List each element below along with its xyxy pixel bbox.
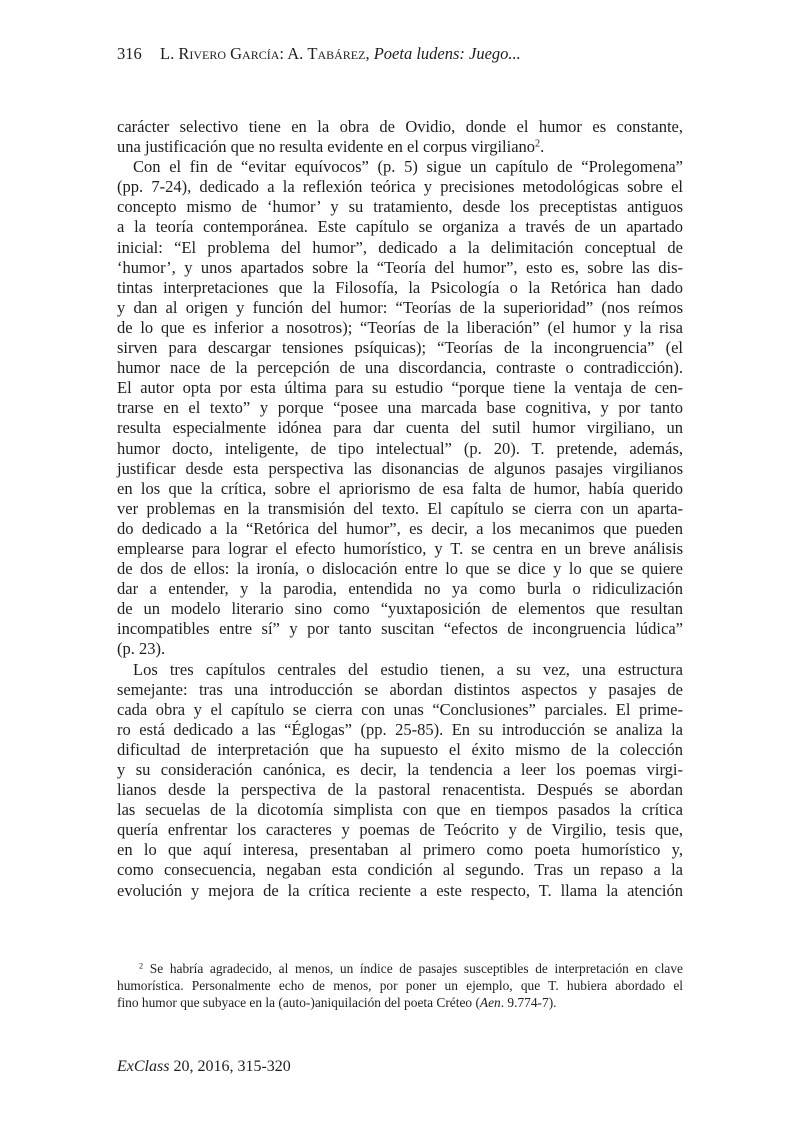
- footnote-number: 2: [139, 961, 144, 971]
- text-line: lianos desde la perspectiva de la pastoral renacentista. Después se abordan: [117, 780, 683, 800]
- text-line: humor docto, inteligente, de tipo intelectual” (p. 20). T. pretende, además,: [117, 438, 683, 458]
- paragraph: [117, 117, 683, 157]
- text-line: Con el fin de “evitar equívocos” (p. 5) sigue un capítulo de “Prolegomena”: [133, 157, 683, 177]
- footnote: [117, 960, 683, 1011]
- text-run: . 9.774-7).: [500, 995, 557, 1010]
- text-line: (p. 23).: [117, 639, 166, 659]
- text-line: humor nace de la percepción de una discordancia, contraste o contradicción).: [117, 358, 683, 378]
- paragraph: [117, 660, 683, 901]
- text-line: y su consideración canónica, es decir, la tendencia a leer los poemas virgi-: [117, 760, 683, 779]
- text-line: evolución y mejora de la crítica reciente a este respecto, T. llama la atención: [117, 880, 683, 900]
- text-run: .: [540, 137, 545, 157]
- text-line: y dan al origen y función del humor: “Teorías de la superioridad” (nos reímos: [117, 297, 683, 317]
- text-line: inicial: “El problema del humor”, dedicado a la delimitación conceptual de: [117, 237, 683, 257]
- text-line: de un modelo literario sino como “yuxtaposición de elementos que resultan: [117, 599, 683, 619]
- reviewed-author: Tabárez: [307, 44, 366, 63]
- footnote-ref: 2: [535, 138, 541, 150]
- text-line: do dedicado a la “Retórica del humor”, es decir, a los mecanimos que pueden: [117, 518, 683, 538]
- text-line: emplearse para lograr el efecto humorístico, y T. se centra en un breve análisis: [117, 538, 683, 558]
- text-run: fino humor que subyace en la (auto-)aniquilación del poeta Créteo (: [117, 995, 480, 1010]
- text-line: ver problemas en la transmisión del texto. El capítulo se cierra con un aparta-: [117, 498, 683, 518]
- text-line: carácter selectivo tiene en la obra de Ovidio, donde el humor es constante,: [117, 117, 683, 136]
- text-line: de lo que es inferior a nosotros); “Teorías de la liberación” (el humor y la risa: [117, 317, 683, 337]
- text-line: a la teoría contemporánea. Este capítulo se organiza a través de un apartado: [117, 217, 683, 237]
- text-line: concepto mismo de ‘humor’ y su tratamiento, desde los preceptistas antiguos: [117, 197, 683, 217]
- text-line: dificultad de interpretación que ha supuesto el éxito mismo de la colección: [117, 739, 683, 759]
- text-line: justificar desde esta perspectiva las disonancias de algunos pasajes virgilianos: [117, 458, 683, 478]
- text-line: sirven para descargar tensiones psíquicas); “Teorías de la incongruencia” (el: [117, 338, 683, 358]
- text-line: las secuelas de la dicotomía simplista con que en tiempos pasados la crítica: [117, 800, 683, 820]
- journal-name: ExClass: [117, 1058, 170, 1075]
- text-line: en los que la crítica, sobre el apriorismo de esa falta de humor, había querido: [117, 478, 683, 498]
- text-line: El autor opta por esta última para su estudio “porque tiene la ventaja de cen-: [117, 378, 683, 398]
- text-run: una justificación que no resulta evidente en el corpus virgiliano: [117, 137, 536, 157]
- text-run: Se habría agradecido, al menos, un índice de pasajes susceptibles de interpretación en clave: [143, 961, 683, 976]
- author-initial: L.: [160, 44, 179, 63]
- text-line: humorística. Personalmente echo de menos, por poner un ejemplo, que T. hubiera abordado el: [117, 978, 683, 993]
- text-line: cada obra y el capítulo se cierra con unas “Conclusiones” parciales. El prime-: [117, 699, 683, 719]
- text-line: incompatibles entre sí” y por tanto suscitan “efectos de incongruencia lúdica”: [117, 619, 683, 639]
- separator: : A.: [279, 44, 308, 63]
- italic-run: Aen: [479, 995, 501, 1010]
- text-line: resulta especialmente idónea para dar cuenta del sutil humor virgiliano, un: [117, 418, 683, 438]
- page-number: 316: [117, 44, 142, 63]
- text-line: (pp. 7-24), dedicado a la reflexión teórica y precisiones metodológicas sobre el: [117, 177, 683, 197]
- text-line: [117, 137, 683, 157]
- journal-details: 20, 2016, 315-320: [169, 1058, 291, 1075]
- text-line: de dos de ellos: la ironía, o dislocación entre lo que se dice y lo que se quiere: [117, 559, 683, 579]
- text-line: como consecuencia, negaban esta condición al segundo. Tras un repaso a la: [117, 860, 683, 880]
- text-line: quería enfrentar los caracteres y poemas de Teócrito y de Virgilio, tesis que,: [117, 820, 683, 840]
- text-line: [117, 960, 683, 977]
- running-title: [160, 44, 521, 64]
- body-text: [117, 117, 683, 901]
- book-title: Poeta ludens: Juego...: [373, 44, 521, 63]
- comma: ,: [365, 44, 374, 63]
- footer-citation: [117, 1058, 291, 1076]
- paragraph: [117, 157, 683, 659]
- text-line: ro está dedicado a las “Églogas” (pp. 25-85). En su introducción se analiza la: [117, 719, 683, 739]
- text-line: Los tres capítulos centrales del estudio tienen, a su vez, una estructura: [133, 659, 683, 679]
- text-line: trarse en el texto” y porque “posee una marcada base cognitiva, y por tanto: [117, 398, 683, 418]
- text-line: tintas interpretaciones que la Filosofía, la Psicología o la Retórica han dado: [117, 277, 683, 297]
- text-line: dar a entender, y la parodia, entendida no ya como burla o ridiculización: [117, 579, 683, 599]
- text-line: semejante: tras una introducción se abordan distintos aspectos y pasajes de: [117, 679, 683, 699]
- text-line: ‘humor’, y unos apartados sobre la “Teoría del humor”, esto es, sobre las dis-: [117, 257, 683, 277]
- text-line: [117, 994, 683, 1011]
- text-line: en lo que aquí interesa, presentaban al primero como poeta humorístico y,: [117, 840, 683, 860]
- author-surname: Rivero García: [178, 44, 280, 63]
